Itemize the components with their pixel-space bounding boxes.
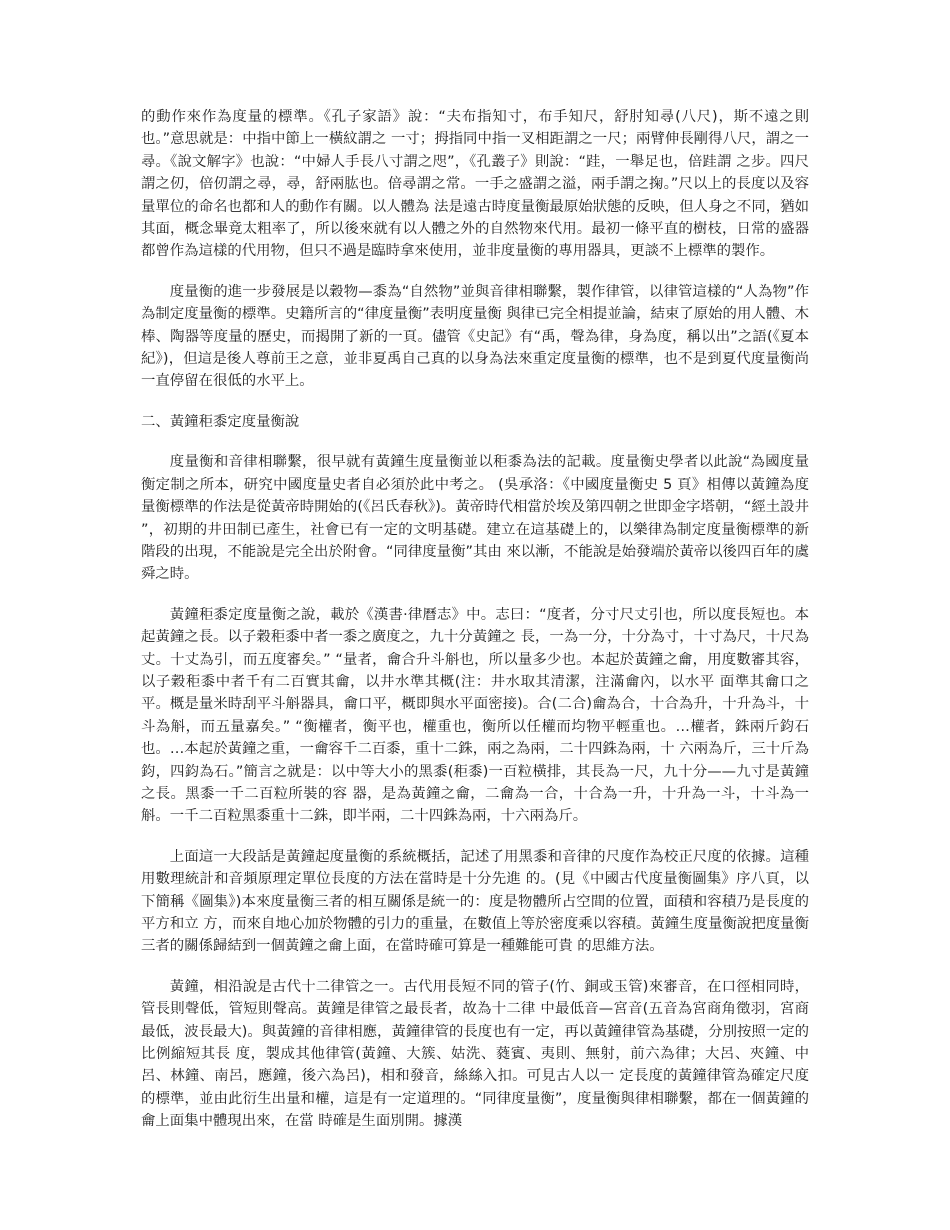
paragraph-2: 度量衡的進一步發展是以穀物—黍為“自然物”並與音律相聯繫，製作律管，以律管這樣的“人為物”作為制定度量衡的標準。史籍所言的“律度量衡”表明度量衡 與律已完全相提並論，結束了原始的用人體、木棒、陶器等度量的歷史，而揭開了新的一頁。儘管《史記》有“禹，聲為律，身為度，稱以出”之語(《夏本 紀》)，但這是後人尊前王之意，並非夏禹自己真的以身為法來重定度量衡的標準，也不是到夏代度量衡尚一直停留在很低的水平上。 xyxy=(141,283,809,390)
paragraph-1: 的動作來作為度量的標準。《孔子家語》說：“夫布指知寸，布手知尺，舒肘知尋(八尺)，斯不遠之則也。”意思就是：中指中節上一橫紋謂之 一寸；拇指同中指一叉相距謂之一尺；兩臂伸長剛得八尺，謂之一尋。《說文解字》也說：“中婦人手長八寸謂之咫”，《孔叢子》則說：“跬，一舉足也，倍跬謂 之步。四尺謂之仞，倍仞謂之尋，尋，舒兩肱也。倍尋謂之常。一手之盛謂之溢，兩手謂之掬。”尺以上的長度以及容量單位的命名也都和人的動作有關。以人體為 法是遠古時度量衡最原始狀態的反映，但人身之不同，猶如其面，概念畢竟太粗率了，所以後來就有以人體之外的自然物來代用。最初一條平直的樹枝，日常的盛器 都曾作為這樣的代用物，但只不過是臨時拿來使用，並非度量衡的專用器具，更談不上標準的製作。 xyxy=(141,109,809,260)
paragraph-6: 黃鐘，相沿說是古代十二律管之一。古代用長短不同的管子(竹、銅或玉管)來審音，在口徑相同時，管長則聲低，管短則聲高。黃鐘是律管之最長者，故為十二律 中最低音—宮音(五音為宮商角徵羽，宮商最低，波長最大)。與黃鐘的音律相應，黃鐘律管的長度也有一定，再以黃鐘律管為基礎，分別按照一定的比例縮短其長 度，製成其他律管(黃鐘、大簇、姑洗、蕤賓、夷則、無射，前六為律；大呂、夾鐘、中呂、林鐘、南呂，應鐘，後六為呂)，相和發音，絲絲入扣。可見古人以一 定長度的黃鐘律管為確定尺度的標準，並由此衍生出量和權，這是有一定道理的。“同律度量衡”，度量衡與律相聯繫，都在一個黃鐘的龠上面集中體現出來，在當 時確是生面別開。據漢 xyxy=(141,978,809,1130)
paragraph-4: 黃鐘秬黍定度量衡之說，載於《漢書·律曆志》中。志曰：“度者，分寸尺丈引也，所以度長短也。本起黃鐘之長。以子穀秬黍中者一黍之廣度之，九十分黃鐘之 長，一為一分，十分為寸，十寸為尺，十尺為丈。十丈為引，而五度審矣。” “量者，龠合升斗斛也，所以量多少也。本起於黃鐘之龠，用度數審其容，以子穀秬黍中者千有二百實其龠，以井水準其概(注：井水取其清潔，注滿龠內，以水平 面準其龠口之平。概是量米時刮平斗斛器具，龠口平，概即與水平面密接)。合(二合)龠為合，十合為升，十升為斗，十斗為斛，而五量嘉矣。” “衡權者，衡平也，權重也，衡所以任權而均物平輕重也。…權者，銖兩斤鈞石也。…本起於黃鐘之重，一龠容千二百黍，重十二銖，兩之為兩，二十四銖為兩，十 六兩為斤，三十斤為鈞，四鈞為石。”簡言之就是：以中等大小的黑黍(秬黍)一百粒橫排，其長為一尺，九十分——九寸是黃鐘之長。黑黍一千二百粒所裝的容 器，是為黃鐘之龠，二龠為一合，十合為一升，十升為一斗，十斗為一斛。一千二百粒黑黍重十二銖，即半兩，二十四銖為兩，十六兩為斤。 xyxy=(141,606,809,825)
paragraph-5: 上面這一大段話是黃鐘起度量衡的系統概括，記述了用黑黍和音律的尺度作為校正尺度的依據。這種用數理統計和音頻原理定單位長度的方法在當時是十分先進 的。(見《中國古代度量衡圖集》序八頁，以下簡稱《圖集》)本來度量衡三者的相互關係是統一的：度是物體所占空間的位置，面積和容積乃是長度的平方和立 方，而來自地心加於物體的引力的重量，在數值上等於密度乘以容積。黃鐘生度量衡說把度量衡三者的關係歸結到一個黃鐘之龠上面，在當時確可算是一種難能可貴 的思維方法。 xyxy=(141,848,809,955)
paragraph-3: 度量衡和音律相聯繫，很早就有黃鐘生度量衡並以秬黍為法的記載。度量衡史學者以此說“為國度量衡定制之所本，研究中國度量史者自必須於此中考之。 (吳承洛：《中國度量衡史 5 頁》相傳以黃鐘為度量衡標準的作法是從黃帝時開始的(《呂氏春秋》)。黃帝時代相當於埃及第四朝之世即金字塔朝，“經土設井 ”，初期的井田制已產生，社會已有一定的文明基礎。建立在這基礎上的，以樂律為制定度量衡標準的新階段的出現，不能說是完全出於附會。“同律度量衡”其由 來以漸，不能說是始發端於黃帝以後四百年的虞舜之時。 xyxy=(141,454,809,583)
document-page xyxy=(141,106,809,1151)
section-heading: 二、黃鐘秬黍定度量衡說 xyxy=(141,413,300,430)
